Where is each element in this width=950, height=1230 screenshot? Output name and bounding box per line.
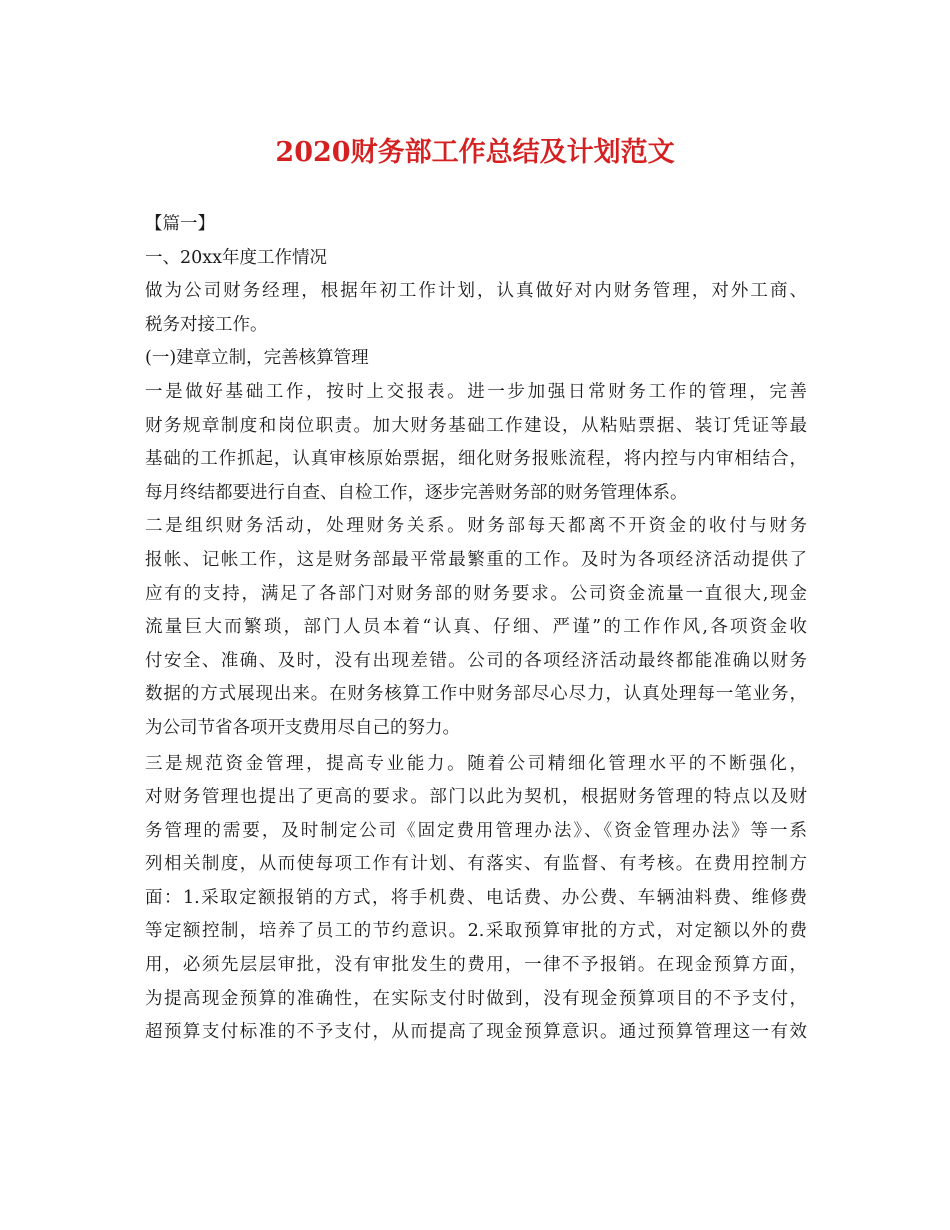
section-label: 【篇一】 [145,214,215,234]
paragraph-line: 流量巨大而繁琐，部门人员本着“认真、仔细、严谨”的工作作风,各项资金收 [145,617,807,638]
paragraph-line: 做为公司财务经理，根据年初工作计划，认真做好对内财务管理，对外工商、 [145,281,807,302]
paragraph-line: 超预算支付标准的不予支付，从而提高了现金预算意识。通过预算管理这一有效 [145,1022,807,1043]
paragraph-line: 对财务管理也提出了更高的要求。部门以此为契机，根据财务管理的特点以及财 [145,787,807,808]
paragraph-line: 为公司节省各项开支费用尽自己的努力。 [145,717,460,738]
paragraph-4 [145,748,807,1050]
paragraph-line: 每月终结都要进行自查、自检工作，逐步完善财务部的财务管理体系。 [145,482,688,503]
paragraph-line: 基础的工作抓起，认真审核原始票据，细化财务报账流程，将内控与内审相结合， [145,449,807,470]
paragraph-line: 应有的支持，满足了各部门对财务部的财务要求。公司资金流量一直很大,现金 [145,583,807,604]
paragraph-line: 列相关制度，从而使每项工作有计划、有落实、有监督、有考核。在费用控制方 [145,854,807,875]
paragraph-3 [145,510,807,745]
paragraph-line: 为提高现金预算的准确性，在实际支付时做到，没有现金预算项目的不予支付， [145,988,807,1009]
heading-work-status: 一、20xx年度工作情况 [145,247,328,268]
paragraph-line: 数据的方式展现出来。在财务核算工作中财务部尽心尽力，认真处理每一笔业务， [145,684,807,705]
paragraph-line: 务管理的需要，及时制定公司《固定费用管理办法》、《资金管理办法》等一系 [145,820,807,841]
paragraph-line: 税务对接工作。 [145,314,268,335]
paragraph-line: 财务规章制度和岗位职责。加大财务基础工作建设，从粘贴票据、装订凭证等最 [145,415,807,436]
paragraph-line: 用，必须先层层审批，没有审批发生的费用，一律不予报销。在现金预算方面， [145,955,807,976]
document-title: 2020财务部工作总结及计划范文 [275,137,675,168]
paragraph-line: 付安全、准确、及时，没有出现差错。公司的各项经济活动最终都能准确以财务 [145,650,807,671]
paragraph-line: 二是组织财务活动，处理财务关系。财务部每天都离不开资金的收付与财务 [145,516,807,537]
paragraph-line: 等定额控制，培养了员工的节约意识。2.采取预算审批的方式，对定额以外的费 [145,921,807,942]
paragraph-line: 一是做好基础工作，按时上交报表。进一步加强日常财务工作的管理，完善 [145,381,807,402]
paragraph-line: 三是规范资金管理，提高专业能力。随着公司精细化管理水平的不断强化， [145,753,807,774]
paragraph-1 [145,275,807,342]
paragraph-2 [145,376,807,510]
paragraph-line: 报帐、记帐工作，这是财务部最平常最繁重的工作。及时为各项经济活动提供了 [145,549,807,570]
heading-rules-accounting: (一)建章立制，完善核算管理 [145,348,369,369]
document-body [145,208,807,1050]
paragraph-line: 面：1.采取定额报销的方式，将手机费、电话费、办公费、车辆油料费、维修费 [145,887,807,908]
